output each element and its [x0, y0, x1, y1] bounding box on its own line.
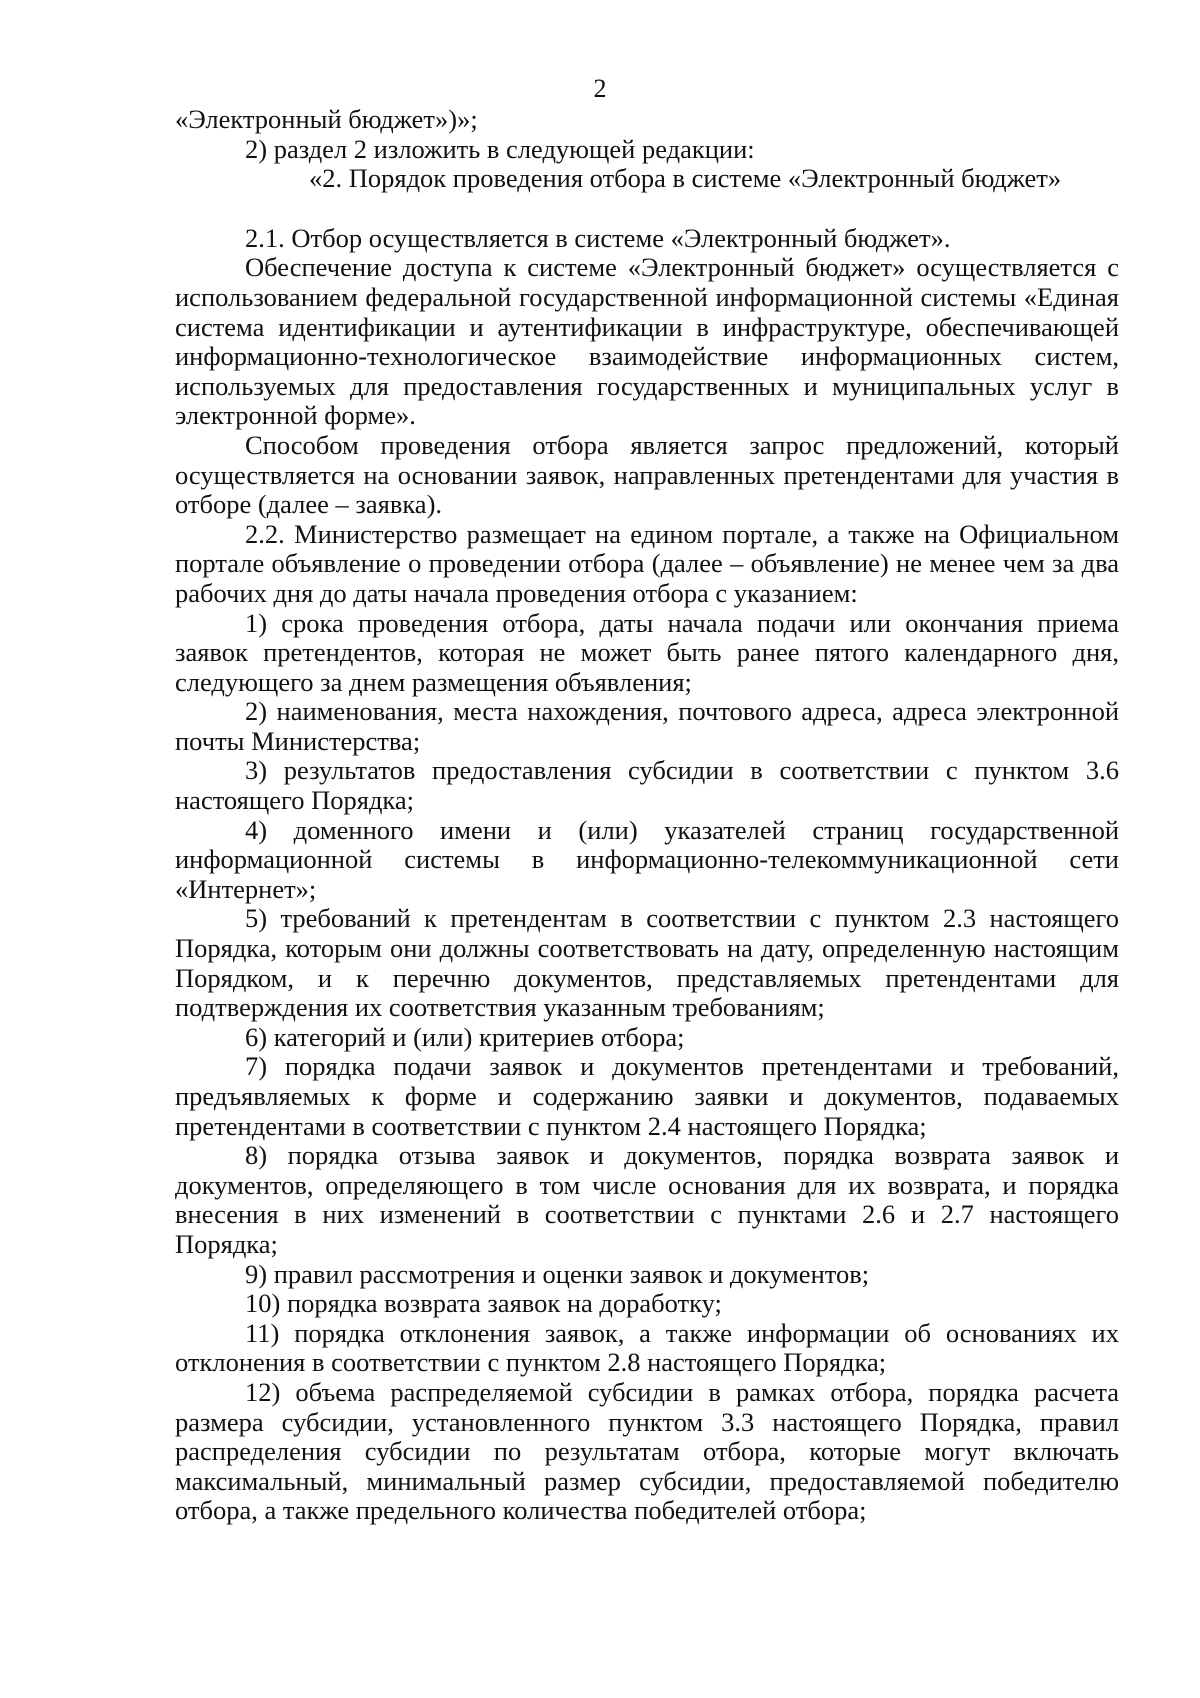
list-item-12: 12) объема распределяемой субсидии в рамках отбора, порядка расчета размера субсидии, установленного пунктом 3.3 настоящего Порядка, правил распределения субсидии по результатам отбора, которые могут включать максимальный, минимальный размер субсидии, предоставляемой победителю отбора, а также предельного количества победителей отбора;	[175, 1376, 1119, 1526]
list-item-11: 11) порядка отклонения заявок, а также информации об основаниях их отклонения в соответствии с пунктом 2.8 настоящего Порядка;	[175, 1317, 1119, 1378]
list-item-7: 7) порядка подачи заявок и документов претендентами и требований, предъявляемых к форме и содержанию заявки и документов, подаваемых претендентами в соответствии с пунктом 2.4 настоящего Порядка;	[175, 1051, 1119, 1141]
list-item-2: 2) наименования, места нахождения, почтового адреса, адреса электронной почты Министерства;	[175, 696, 1119, 756]
list-item-10: 10) порядка возврата заявок на доработку;	[245, 1288, 722, 1319]
list-item-9: 9) правил рассмотрения и оценки заявок и документов;	[245, 1258, 870, 1289]
paragraph-6: 2.2. Министерство размещает на едином портале, а также на Официальном портале объявление о проведении отбора (далее – объявление) не менее чем за два рабочих дня до даты начала проведения отбора с указанием:	[175, 518, 1119, 608]
list-item-5: 5) требований к претендентам в соответствии с пунктом 2.3 настоящего Порядка, которым они должны соответствовать на дату, определенную настоящим Порядком, и к перечню документов, представляемых претендентами для подтверждения их соответствия указанным требованиям;	[175, 903, 1119, 1023]
list-item-3: 3) результатов предоставления субсидии в соответствии с пунктом 3.6 настоящего Порядка;	[175, 755, 1119, 816]
list-item-6: 6) категорий и (или) критериев отбора;	[245, 1021, 685, 1052]
paragraph-3: 2.1. Отбор осуществляется в системе «Электронный бюджет».	[245, 222, 951, 253]
paragraph-1: 2) раздел 2 изложить в следующей редакции:	[245, 133, 755, 164]
paragraph-0: «Электронный бюджет»)»;	[175, 104, 478, 134]
paragraph-5: Способом проведения отбора является запрос предложений, который осуществляется на основании заявок, направленных претендентами для участия в отборе (далее – заявка).	[175, 429, 1119, 520]
page-number: 2	[593, 74, 607, 103]
document-body	[175, 105, 1119, 1526]
list-item-8: 8) порядка отзыва заявок и документов, порядка возврата заявок и документов, определяющего в том числе основания для их возврата, и порядка внесения в них изменений в соответствии с пунктами 2.6 и 2.7 настоящего Порядка;	[175, 1140, 1119, 1259]
paragraph-4: Обеспечение доступа к системе «Электронный бюджет» осуществляется с использованием федеральной государственной информационной системы «Единая система идентификации и аутентификации в инфраструктуре, обеспечивающей информационно-технологическое взаимодействие информационных систем, используемых для предоставления государственных и муниципальных услуг в электронной форме».	[175, 252, 1119, 431]
section-heading: «2. Порядок проведения отбора в системе «Электронный бюджет»	[309, 163, 1062, 194]
list-item-4: 4) доменного имени и (или) указателей страниц государственной информационной системы в информационно-телекоммуникационной сети «Интернет»;	[175, 814, 1119, 904]
list-item-1: 1) срока проведения отбора, даты начала подачи или окончания приема заявок претендентов, которая не может быть ранее пятого календарного дня, следующего за днем размещения объявления;	[175, 607, 1119, 697]
